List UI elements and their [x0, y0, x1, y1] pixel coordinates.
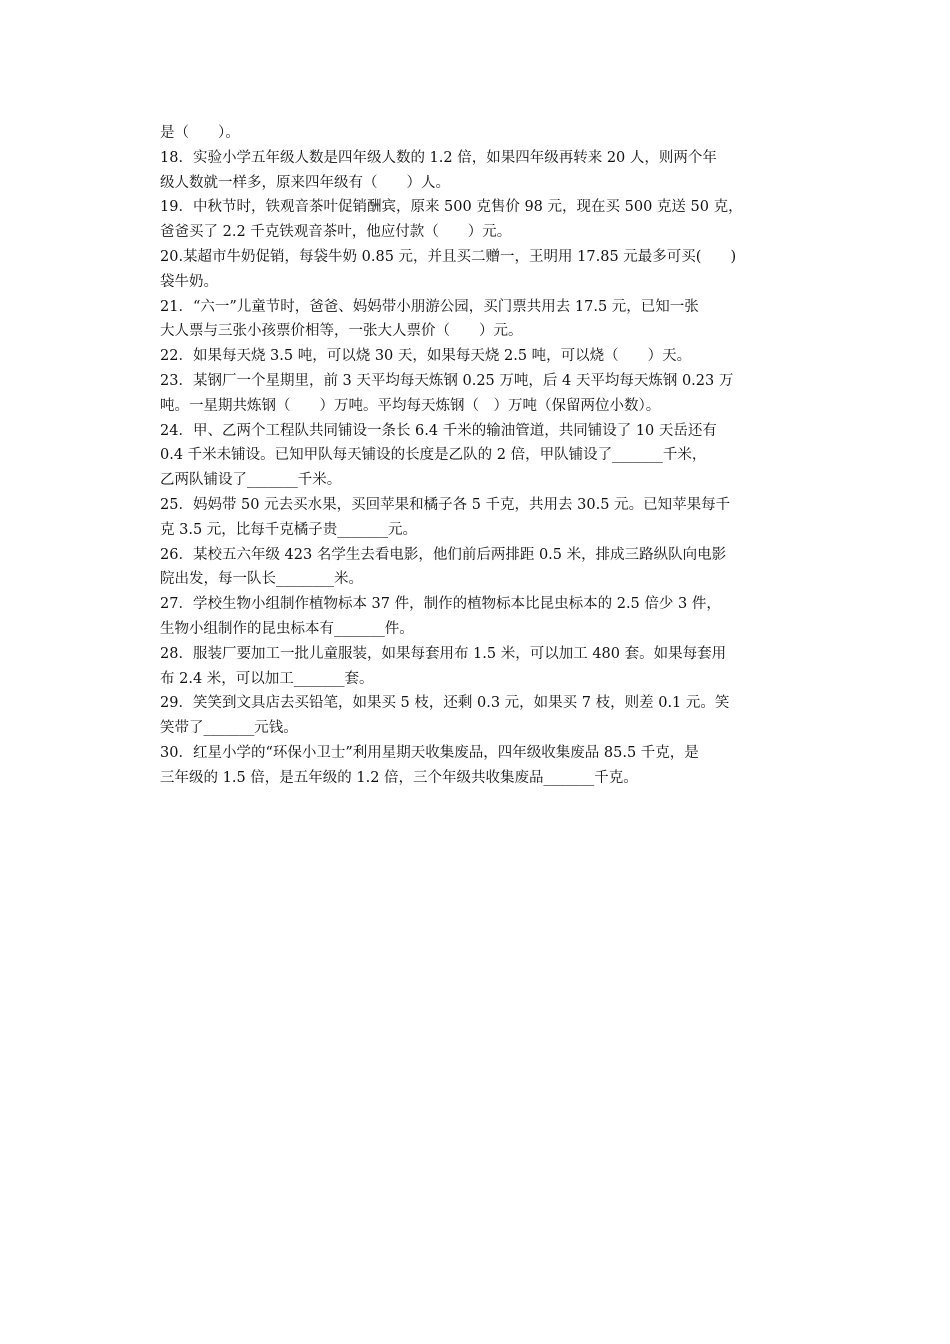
question-29-line-1: 29．笑笑到文具店去买铅笔，如果买 5 枝，还剩 0.3 元，如果买 7 枝，则差 0.1 元。笑 [160, 695, 730, 712]
question-19-line-1: 19．中秋节时，铁观音茶叶促销酬宾，原来 500 克售价 98 元，现在买 500 克送 50 克， [160, 199, 743, 216]
question-list [160, 121, 800, 791]
question-28-line-2: 布 2.4 米，可以加工_______套。 [160, 670, 374, 687]
question-18-line-2: 级人数就一样多，原来四年级有（ ）人。 [160, 174, 450, 191]
question-21-line-2: 大人票与三张小孩票价相等，一张大人票价（ ）元。 [160, 323, 523, 340]
question-30-line-1: 30．红星小学的“环保小卫士”利用星期天收集废品，四年级收集废品 85.5 千克，是 [160, 744, 699, 761]
text-line: 是（ ）。 [160, 125, 240, 141]
question-23-line-1: 23．某钢厂一个星期里，前 3 天平均每天炼钢 0.25 万吨，后 4 天平均每天炼钢 0.23 万 [160, 372, 734, 389]
question-24-line-3: 乙两队铺设了_______千米。 [160, 472, 342, 489]
question-24-line-2: 0.4 千米未铺设。已知甲队每天铺设的长度是乙队的 2 倍，甲队铺设了_______千米， [160, 447, 707, 464]
question-25-line-1: 25．妈妈带 50 元去买水果，买回苹果和橘子各 5 千克，共用去 30.5 元。已知苹果每千 [160, 496, 731, 513]
question-20-line-1: 20.某超市牛奶促销，每袋牛奶 0.85 元，并且买二赠一，王明用 17.85 元最多可买( ) [160, 248, 737, 265]
question-27-line-2: 生物小组制作的昆虫标本有_______件。 [160, 620, 414, 637]
question-24-line-1: 24．甲、乙两个工程队共同铺设一条长 6.4 千米的输油管道，共同铺设了 10 天岳还有 [160, 422, 717, 439]
question-28-line-1: 28．服装厂要加工一批儿童服装，如果每套用布 1.5 米，可以加工 480 套。如果每套用 [160, 645, 727, 662]
question-26-line-1: 26．某校五六年级 423 名学生去看电影，他们前后两排距 0.5 米，排成三路纵队向电影 [160, 546, 727, 563]
question-26-line-2: 院出发，每一队长________米。 [160, 571, 363, 588]
question-25-line-2: 克 3.5 元，比每千克橘子贵_______元。 [160, 521, 418, 538]
question-27-line-1: 27．学校生物小组制作植物标本 37 件，制作的植物标本比昆虫标本的 2.5 倍少 3 件， [160, 596, 721, 613]
question-21-line-1: 21．“六一”儿童节时，爸爸、妈妈带小朋游公园，买门票共用去 17.5 元，已知一张 [160, 298, 699, 315]
question-22-line-1: 22．如果每天烧 3.5 吨，可以烧 30 天，如果每天烧 2.5 吨，可以烧（ ）天。 [160, 348, 692, 365]
question-19-line-2: 爸爸买了 2.2 千克铁观音茶叶，他应付款（ ）元。 [160, 224, 512, 241]
question-20-line-2: 袋牛奶。 [160, 273, 218, 290]
question-23-line-2: 吨。一星期共炼钢（ ）万吨。平均每天炼钢（ ）万吨（保留两位小数）。 [160, 397, 661, 414]
question-18-line-1: 18．实验小学五年级人数是四年级人数的 1.2 倍，如果四年级再转来 20 人，则两个年 [160, 149, 717, 166]
question-30-line-2: 三年级的 1.5 倍，是五年级的 1.2 倍，三个年级共收集废品_______千克。 [160, 769, 638, 786]
question-29-line-2: 笑带了_______元钱。 [160, 720, 298, 737]
